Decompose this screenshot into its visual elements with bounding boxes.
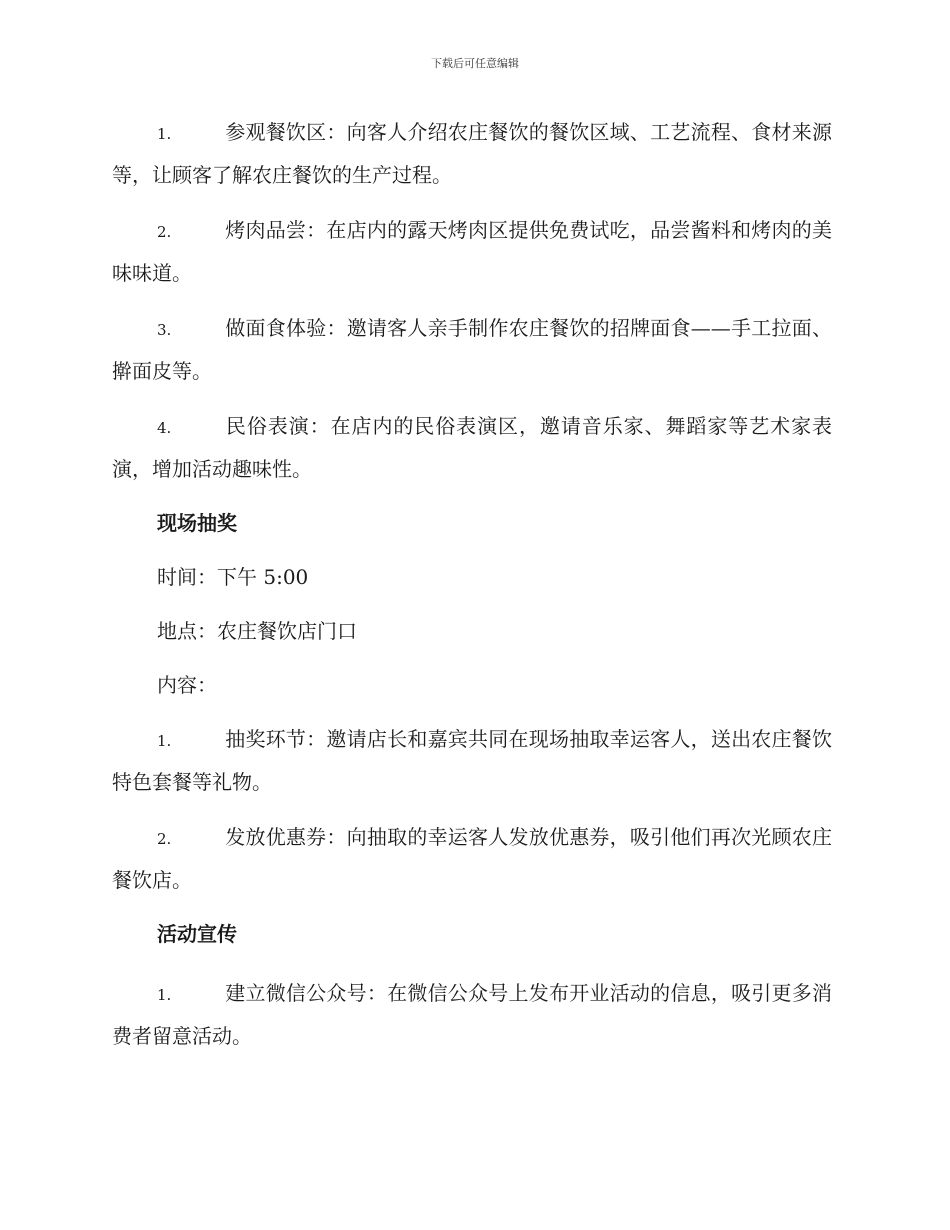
item-number: 1.	[157, 125, 172, 143]
item-text: 做面食体验：邀请客人亲手制作农庄餐饮的招牌面食——手工拉面、擀面皮等。	[112, 316, 832, 383]
activity-item-3	[112, 308, 832, 392]
activity-item-1	[112, 112, 832, 196]
header-note: 下载后可任意编辑	[431, 57, 519, 70]
document-body	[112, 112, 832, 1071]
lottery-content-label: 内容：	[157, 673, 217, 697]
item-text: 发放优惠券：向抽取的幸运客人发放优惠券，吸引他们再次光顾农庄餐饮店。	[112, 825, 832, 892]
activity-item-2	[112, 210, 832, 294]
lottery-item-1	[112, 719, 832, 803]
activity-item-4	[112, 406, 832, 490]
item-text: 烤肉品尝：在店内的露天烤肉区提供免费试吃，品尝酱料和烤肉的美味味道。	[112, 218, 832, 285]
lottery-place: 地点：农庄餐饮店门口	[157, 619, 357, 643]
item-number: 3.	[157, 321, 172, 339]
item-number: 4.	[157, 419, 172, 437]
promotion-item-1	[112, 973, 832, 1057]
item-text: 民俗表演：在店内的民俗表演区，邀请音乐家、舞蹈家等艺术家表演，增加活动趣味性。	[112, 414, 832, 481]
lottery-item-2	[112, 817, 832, 901]
item-number: 1.	[157, 732, 172, 750]
lottery-time: 时间：下午 5:00	[157, 565, 309, 589]
item-number: 2.	[157, 223, 172, 241]
lottery-heading: 现场抽奖	[157, 511, 237, 535]
promotion-heading: 活动宣传	[157, 922, 237, 946]
item-text: 参观餐饮区：向客人介绍农庄餐饮的餐饮区域、工艺流程、食材来源等，让顾客了解农庄餐饮的生产过程。	[112, 120, 832, 187]
item-text: 抽奖环节：邀请店长和嘉宾共同在现场抽取幸运客人，送出农庄餐饮特色套餐等礼物。	[112, 727, 832, 794]
item-text: 建立微信公众号：在微信公众号上发布开业活动的信息，吸引更多消费者留意活动。	[112, 981, 832, 1048]
item-number: 2.	[157, 830, 172, 848]
item-number: 1.	[157, 986, 172, 1004]
